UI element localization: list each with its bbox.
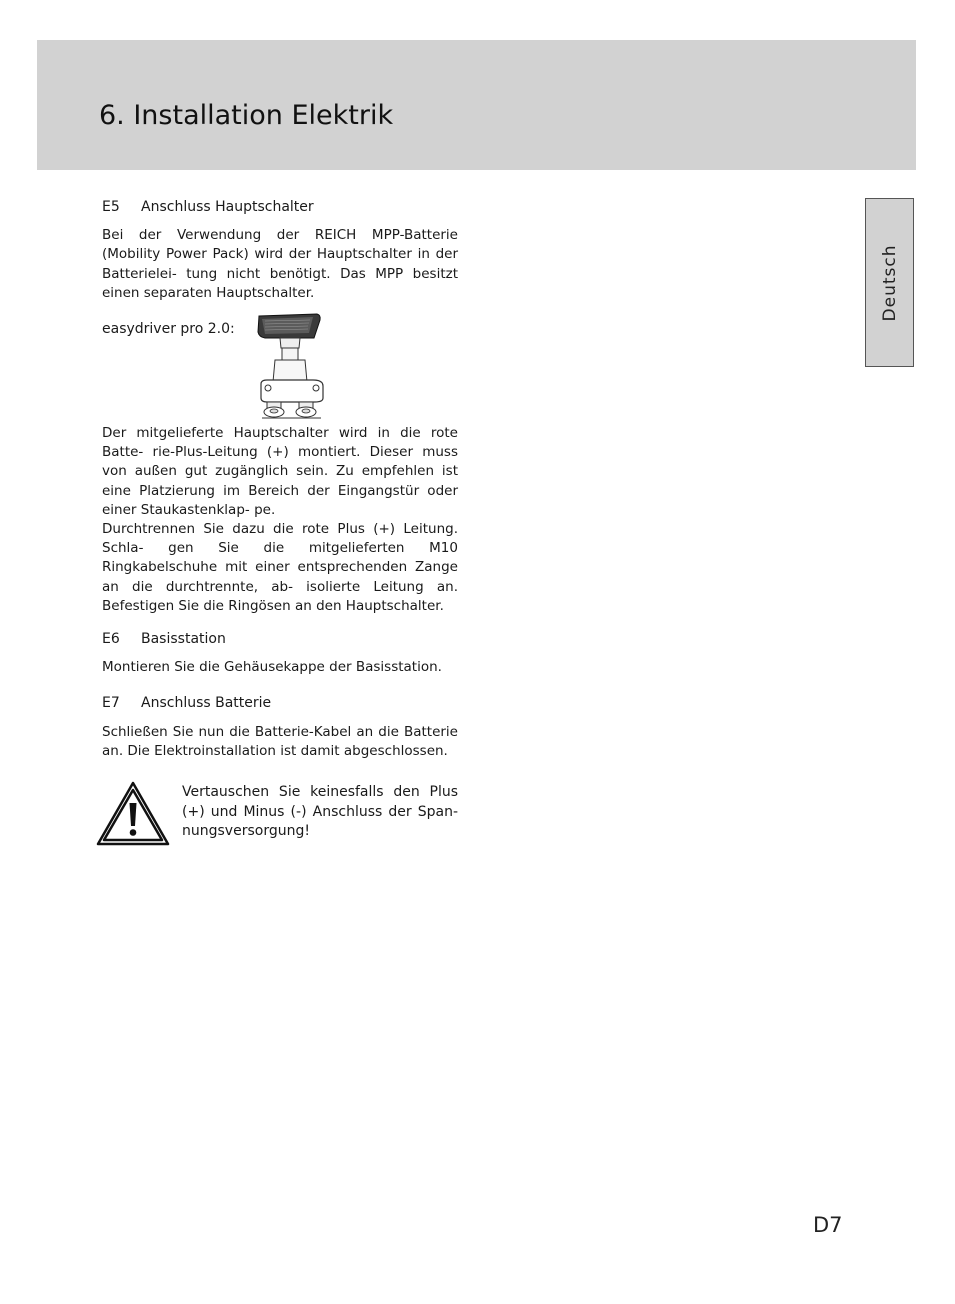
section-number: E7 <box>102 695 120 712</box>
e5-body-paragraph-1: Der mitgelieferte Hauptschalter wird in die rote Batte- rie-Plus-Leitung (+) montiert. Dieser muss von außen gut zugänglich sein. Zu empfehlen ist eine Platzierung im Bereich der Eingangstür oder einer Staukastenklap- pe. <box>102 425 458 518</box>
main-switch-illustration <box>253 312 333 424</box>
section-title: Anschluss Batterie <box>141 695 272 712</box>
section-title: Anschluss Hauptschalter <box>141 199 314 215</box>
section-heading-e5 <box>102 198 458 217</box>
chapter-header-band <box>37 40 916 170</box>
language-tab[interactable] <box>865 198 914 367</box>
section-title: Basisstation <box>141 631 226 648</box>
e5-body-paragraph-2: Durchtrennen Sie dazu die rote Plus (+) Leitung. Schla- gen Sie die mitgelieferten M10 Ringkabelschuhe mit einer entsprechenden Zange an die durchtrennte, ab- isolierte Leitung an. Befestigen Sie die Ringösen an den Hauptschalter. <box>102 521 458 614</box>
model-figure-row <box>102 312 458 424</box>
chapter-title: 6. Installation Elektrik <box>99 100 394 131</box>
e6-body-paragraph: Montieren Sie die Gehäusekappe der Basisstation. <box>102 659 442 676</box>
warning-text: Vertauschen Sie keinesfalls den Plus (+) und Minus (-) Anschluss der Span- nungsversorgung! <box>182 784 458 840</box>
section-number: E6 <box>102 631 120 648</box>
page-number: D7 <box>813 1213 843 1237</box>
content-column <box>102 198 458 853</box>
model-label: easydriver pro 2.0: <box>102 321 235 338</box>
warning-triangle-icon <box>96 781 170 847</box>
e7-body-paragraph: Schließen Sie nun die Batterie-Kabel an die Batterie an. Die Elektroinstallation ist damit abgeschlossen. <box>102 723 458 759</box>
language-tab-label: Deutsch <box>879 244 900 321</box>
e5-intro-paragraph: Bei der Verwendung der REICH MPP-Batterie (Mobility Power Pack) wird der Hauptschalter in der Batterielei- tung nicht benötigt. Das MPP besitzt einen separaten Hauptschalter. <box>102 227 458 301</box>
section-number: E5 <box>102 199 120 215</box>
section-heading-e6 <box>102 630 458 649</box>
warning-box <box>102 781 458 853</box>
section-heading-e7 <box>102 694 458 713</box>
